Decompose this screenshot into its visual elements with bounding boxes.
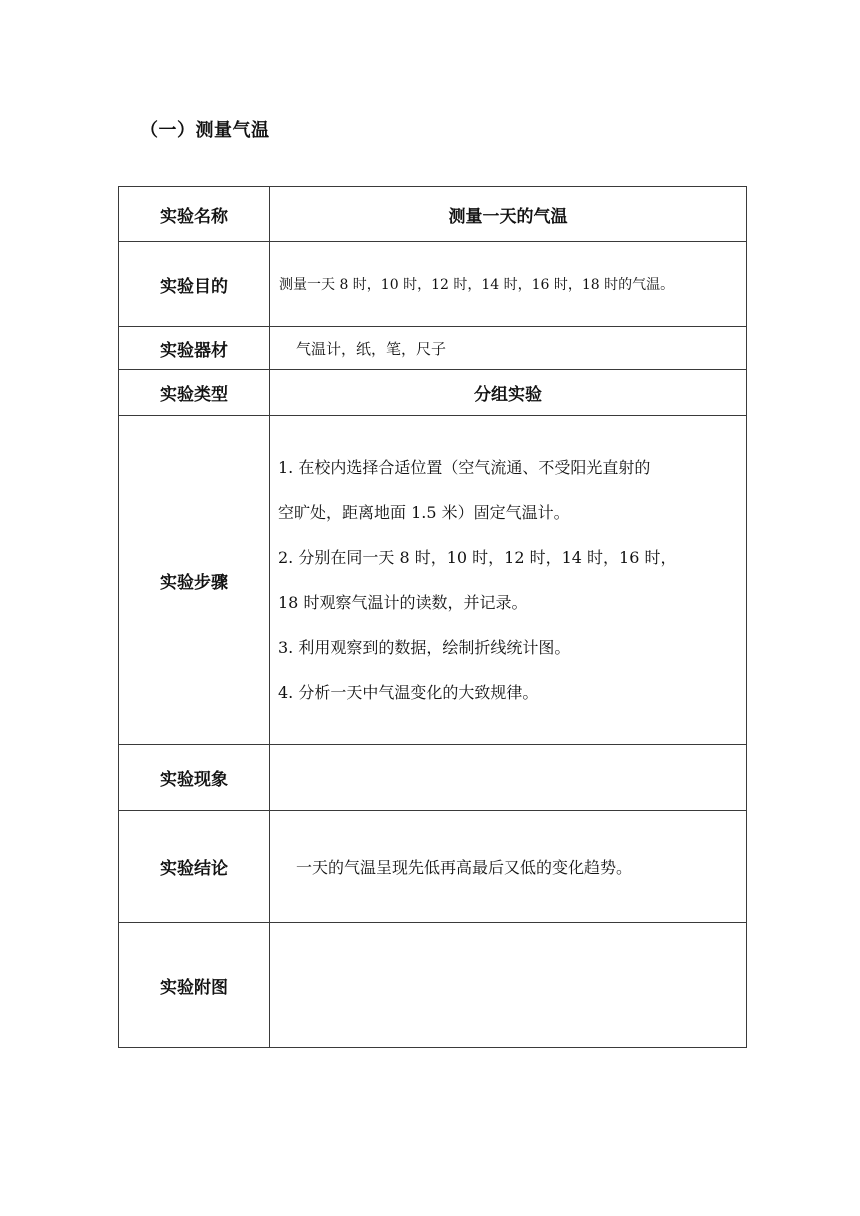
value-experiment-type: 分组实验	[270, 370, 747, 416]
label-experiment-type: 实验类型	[119, 370, 270, 416]
section-title: （一）测量气温	[140, 120, 270, 141]
row-experiment-materials	[119, 327, 747, 370]
row-experiment-name	[119, 187, 747, 242]
steps-list	[270, 445, 746, 715]
row-experiment-purpose	[119, 242, 747, 327]
label-experiment-figure: 实验附图	[119, 923, 270, 1048]
step-line: 1. 在校内选择合适位置（空气流通、不受阳光直射的	[278, 458, 651, 477]
label-experiment-purpose: 实验目的	[119, 242, 270, 327]
value-experiment-conclusion: 一天的气温呈现先低再高最后又低的变化趋势。	[270, 811, 747, 923]
value-experiment-figure	[270, 923, 747, 1048]
step-line: 4. 分析一天中气温变化的大致规律。	[278, 683, 539, 702]
label-experiment-materials: 实验器材	[119, 327, 270, 370]
value-experiment-steps	[270, 416, 747, 745]
row-experiment-figure	[119, 923, 747, 1048]
step-line: 2. 分别在同一天 8 时，10 时，12 时，14 时，16 时，	[278, 548, 677, 567]
row-experiment-phenomenon	[119, 745, 747, 811]
step-line: 3. 利用观察到的数据，绘制折线统计图。	[278, 638, 571, 657]
step-line: 18 时观察气温计的读数，并记录。	[278, 593, 528, 612]
value-experiment-purpose: 测量一天 8 时，10 时，12 时，14 时，16 时，18 时的气温。	[270, 242, 747, 327]
row-experiment-type	[119, 370, 747, 416]
step-line: 空旷处，距离地面 1.5 米）固定气温计。	[278, 503, 570, 522]
label-experiment-steps: 实验步骤	[119, 416, 270, 745]
value-experiment-materials: 气温计，纸，笔，尺子	[270, 327, 747, 370]
value-experiment-phenomenon	[270, 745, 747, 811]
experiment-table	[118, 186, 747, 1048]
label-experiment-name: 实验名称	[119, 187, 270, 242]
value-experiment-name: 测量一天的气温	[270, 187, 747, 242]
row-experiment-steps	[119, 416, 747, 745]
label-experiment-conclusion: 实验结论	[119, 811, 270, 923]
label-experiment-phenomenon: 实验现象	[119, 745, 270, 811]
row-experiment-conclusion	[119, 811, 747, 923]
